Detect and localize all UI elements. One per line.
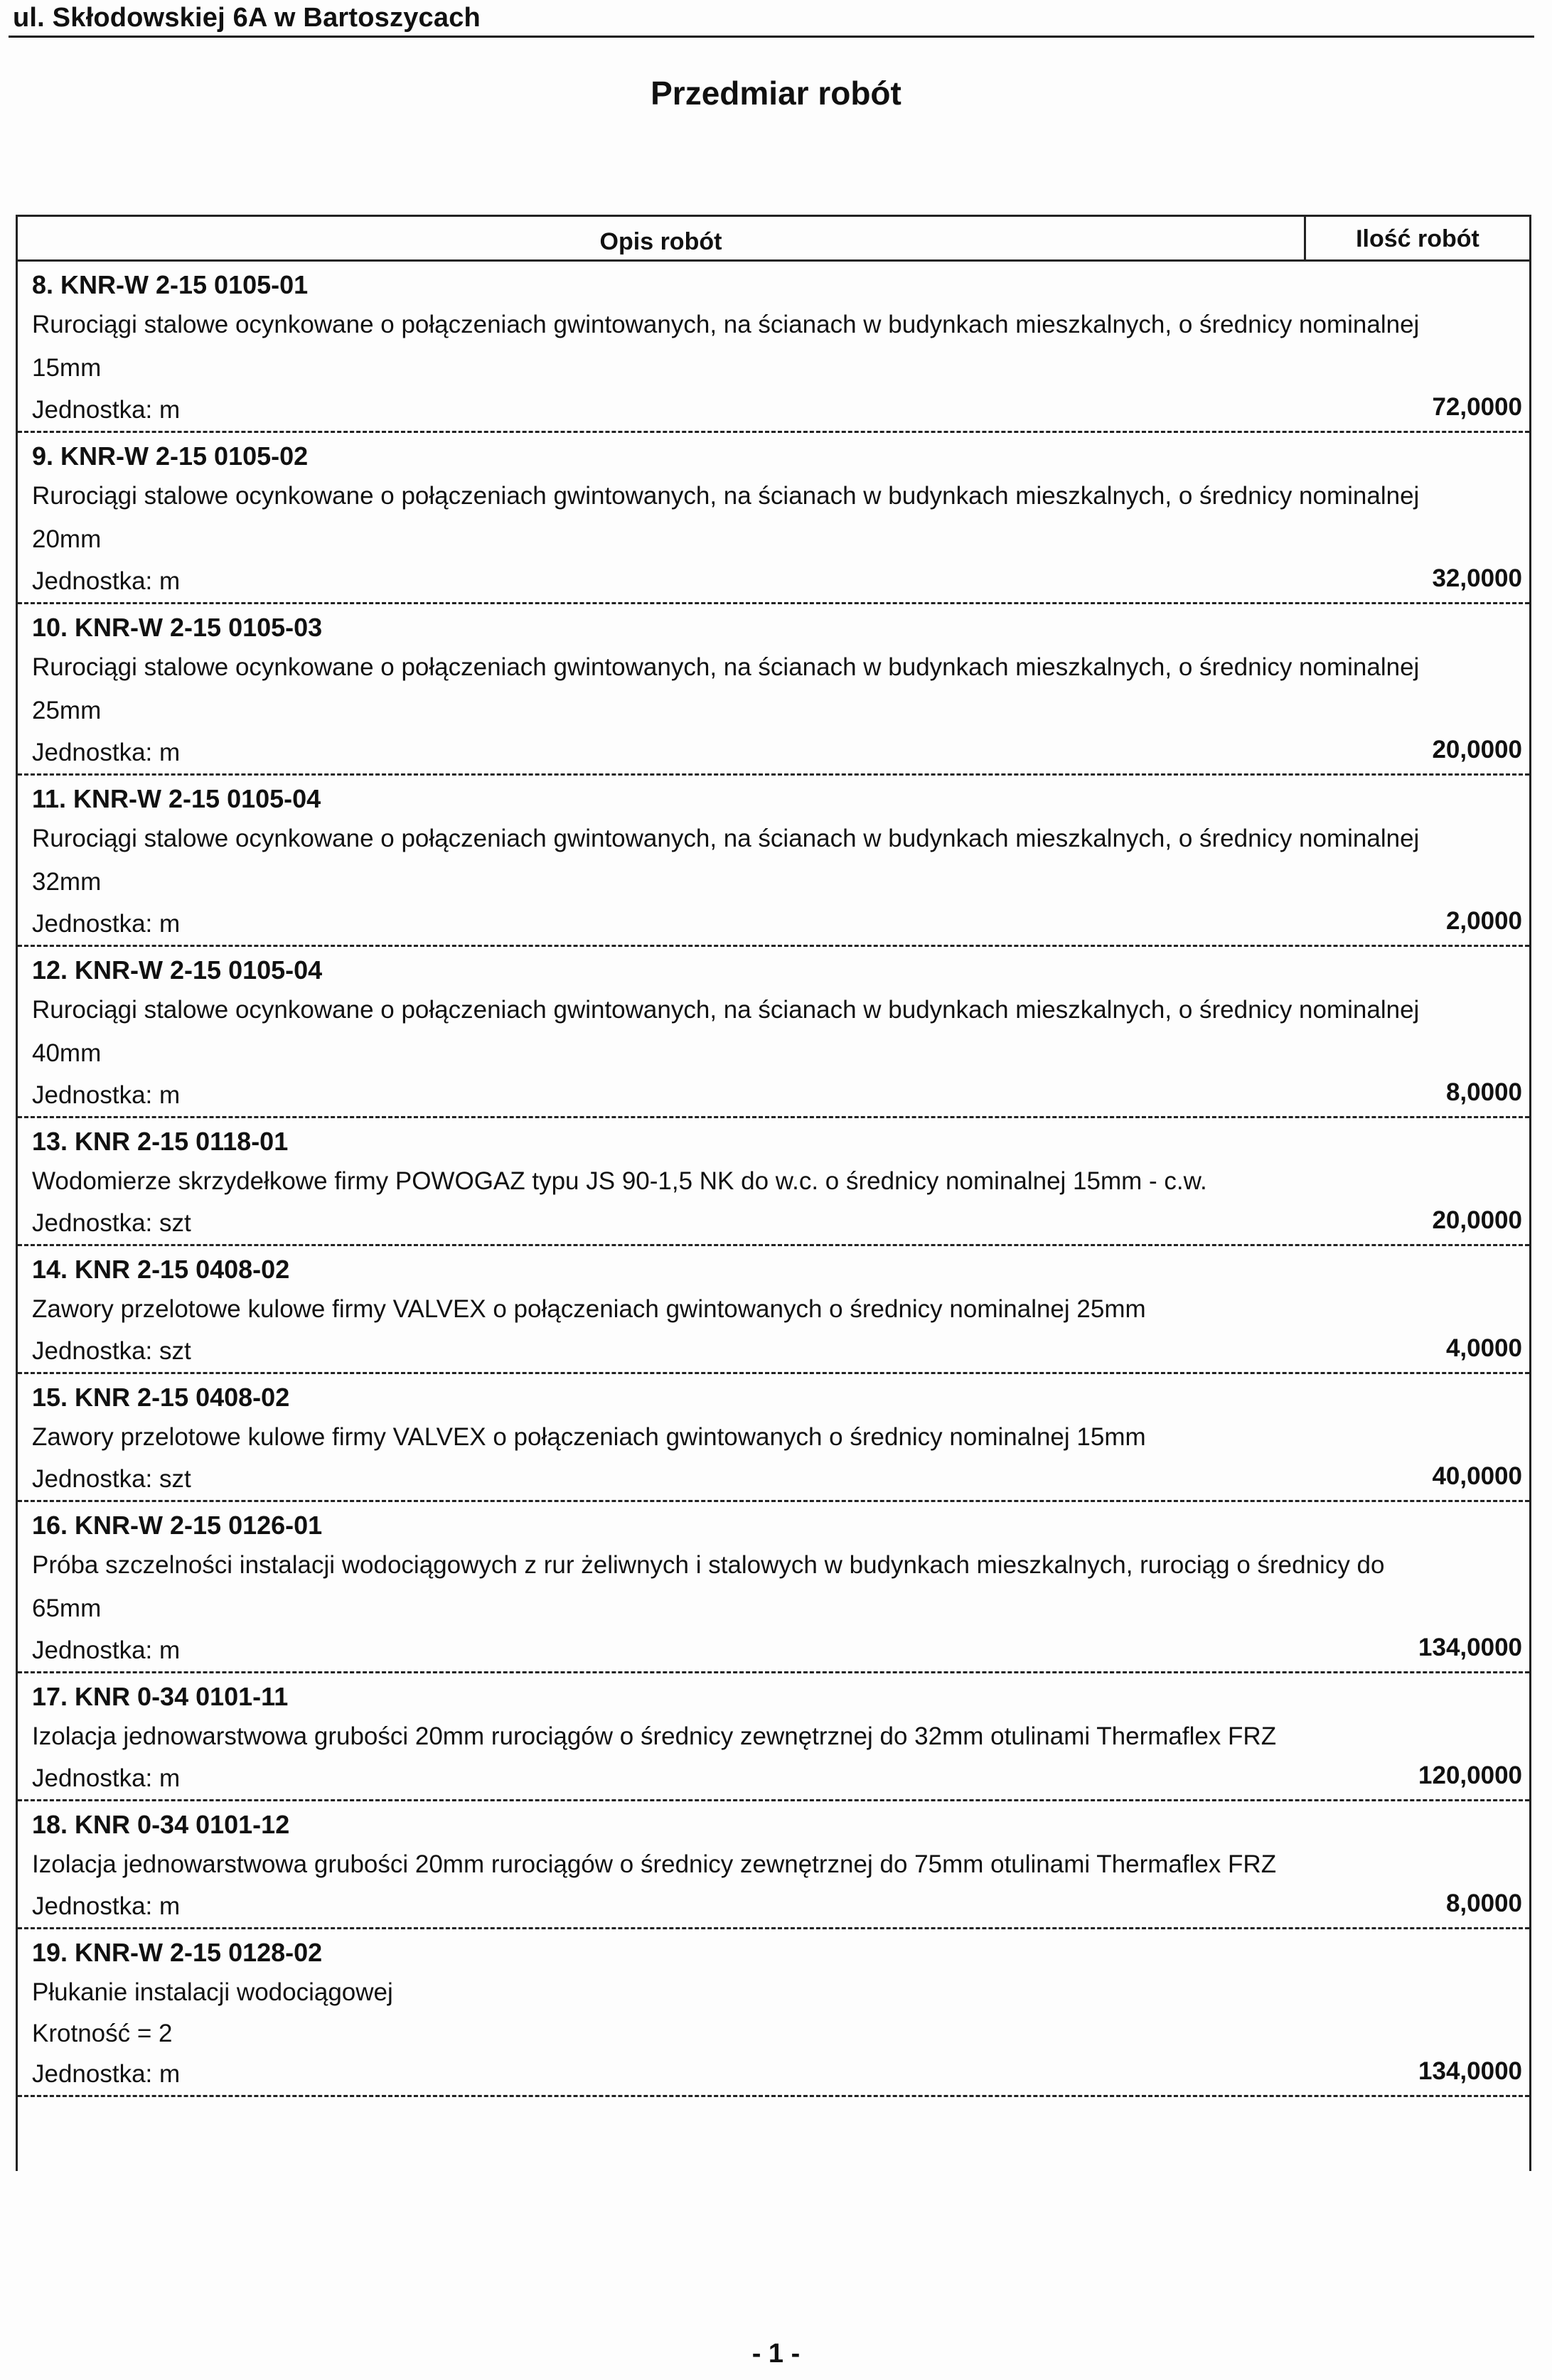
item-description: Rurociągi stalowe ocynkowane o połączeniach gwintowanych, na ścianach w budynkach mieszkalnych, o średnicy nominalnej 15mm <box>32 311 1420 382</box>
item-unit-row <box>32 1203 1522 1244</box>
item-unit: Jednostka: szt <box>32 1337 191 1365</box>
item-unit: Jednostka: m <box>32 396 181 424</box>
table-header <box>18 217 1529 262</box>
page-number: - 1 - <box>751 2339 801 2369</box>
works-table <box>16 215 1531 2171</box>
item-unit-row <box>32 904 1522 945</box>
item-code: 8. KNR-W 2-15 0105-01 <box>32 270 309 299</box>
item-description: Izolacja jednowarstwowa grubości 20mm rurociągów o średnicy zewnętrznej do 32mm otulinami Thermaflex FRZ <box>32 1722 1277 1750</box>
header-address: ul. Skłodowskiej 6A w Bartoszycach <box>13 3 481 33</box>
item-code: 15. KNR 2-15 0408-02 <box>32 1383 290 1412</box>
table-row <box>18 1246 1529 1374</box>
item-multiplier: Krotność = 2 <box>32 2020 173 2047</box>
item-code: 16. KNR-W 2-15 0126-01 <box>32 1511 323 1540</box>
column-header-quantity: Ilość robót <box>1356 225 1479 252</box>
table-row <box>18 433 1529 604</box>
item-unit-row <box>32 732 1522 773</box>
document-title: Przedmiar robót <box>651 75 901 112</box>
item-description: Wodomierze skrzydełkowe firmy POWOGAZ typu JS 90-1,5 NK do w.c. o średnicy nominalnej 15mm - c.w. <box>32 1167 1207 1195</box>
item-unit: Jednostka: m <box>32 1764 181 1792</box>
item-unit-row <box>32 1886 1522 1927</box>
item-code: 11. KNR-W 2-15 0105-04 <box>32 784 321 813</box>
table-row <box>18 1673 1529 1801</box>
item-description: Rurociągi stalowe ocynkowane o połączeniach gwintowanych, na ścianach w budynkach mieszkalnych, o średnicy nominalnej 25mm <box>32 653 1420 724</box>
item-quantity: 32,0000 <box>1432 564 1522 592</box>
item-quantity: 40,0000 <box>1432 1462 1522 1490</box>
item-unit: Jednostka: szt <box>32 1209 191 1237</box>
item-unit-row <box>32 390 1522 431</box>
item-code: 17. KNR 0-34 0101-11 <box>32 1682 289 1711</box>
item-unit-row <box>32 1075 1522 1116</box>
header-rule <box>9 36 1534 38</box>
item-unit-row <box>32 1630 1522 1671</box>
item-unit-row <box>32 1758 1522 1799</box>
item-code: 9. KNR-W 2-15 0105-02 <box>32 441 309 471</box>
item-code: 19. KNR-W 2-15 0128-02 <box>32 1938 323 1967</box>
item-unit: Jednostka: m <box>32 739 181 766</box>
table-row <box>18 1929 1529 2097</box>
item-quantity: 20,0000 <box>1432 736 1522 763</box>
table-row <box>18 1118 1529 1246</box>
item-quantity: 72,0000 <box>1432 393 1522 421</box>
table-row <box>18 1502 1529 1673</box>
item-unit: Jednostka: m <box>32 1892 181 1920</box>
item-code: 12. KNR-W 2-15 0105-04 <box>32 955 323 985</box>
item-quantity: 120,0000 <box>1418 1762 1522 1789</box>
item-unit: Jednostka: szt <box>32 1465 191 1493</box>
item-quantity: 4,0000 <box>1445 1334 1522 1362</box>
item-quantity: 8,0000 <box>1445 1889 1522 1917</box>
item-quantity: 20,0000 <box>1432 1206 1522 1234</box>
item-unit: Jednostka: m <box>32 1636 181 1664</box>
item-description: Zawory przelotowe kulowe firmy VALVEX o połączeniach gwintowanych o średnicy nominalnej 15mm <box>32 1423 1146 1451</box>
item-quantity: 2,0000 <box>1445 907 1522 935</box>
table-body <box>18 262 1529 2097</box>
item-unit-row <box>32 1459 1522 1500</box>
item-unit: Jednostka: m <box>32 2060 181 2088</box>
item-code: 18. KNR 0-34 0101-12 <box>32 1810 290 1839</box>
item-unit-row <box>32 2054 1522 2095</box>
item-unit-row <box>32 561 1522 602</box>
item-code: 10. KNR-W 2-15 0105-03 <box>32 613 323 642</box>
item-quantity: 134,0000 <box>1418 1634 1522 1661</box>
item-unit: Jednostka: m <box>32 1081 181 1109</box>
column-header-description: Opis robót <box>18 217 1306 259</box>
table-row <box>18 1801 1529 1929</box>
item-description: Rurociągi stalowe ocynkowane o połączeniach gwintowanych, na ścianach w budynkach mieszkalnych, o średnicy nominalnej 20mm <box>32 482 1420 553</box>
item-code: 13. KNR 2-15 0118-01 <box>32 1127 289 1156</box>
item-unit: Jednostka: m <box>32 910 181 938</box>
table-row <box>18 776 1529 947</box>
item-unit-row <box>32 1331 1522 1372</box>
table-row <box>18 947 1529 1118</box>
item-unit: Jednostka: m <box>32 567 181 595</box>
item-quantity: 8,0000 <box>1445 1078 1522 1106</box>
item-description: Rurociągi stalowe ocynkowane o połączeniach gwintowanych, na ścianach w budynkach mieszkalnych, o średnicy nominalnej 32mm <box>32 825 1420 896</box>
item-description: Próba szczelności instalacji wodociągowych z rur żeliwnych i stalowych w budynkach mieszkalnych, rurociąg o średnicy do 65mm <box>32 1551 1385 1622</box>
table-row <box>18 604 1529 776</box>
item-quantity: 134,0000 <box>1418 2057 1522 2085</box>
item-description: Izolacja jednowarstwowa grubości 20mm rurociągów o średnicy zewnętrznej do 75mm otulinami Thermaflex FRZ <box>32 1850 1277 1878</box>
item-code: 14. KNR 2-15 0408-02 <box>32 1255 290 1284</box>
item-description: Rurociągi stalowe ocynkowane o połączeniach gwintowanych, na ścianach w budynkach mieszkalnych, o średnicy nominalnej 40mm <box>32 996 1420 1067</box>
item-description: Płukanie instalacji wodociągowej <box>32 1978 393 2006</box>
table-row <box>18 262 1529 433</box>
item-description: Zawory przelotowe kulowe firmy VALVEX o połączeniach gwintowanych o średnicy nominalnej 25mm <box>32 1295 1146 1323</box>
table-row <box>18 1374 1529 1502</box>
